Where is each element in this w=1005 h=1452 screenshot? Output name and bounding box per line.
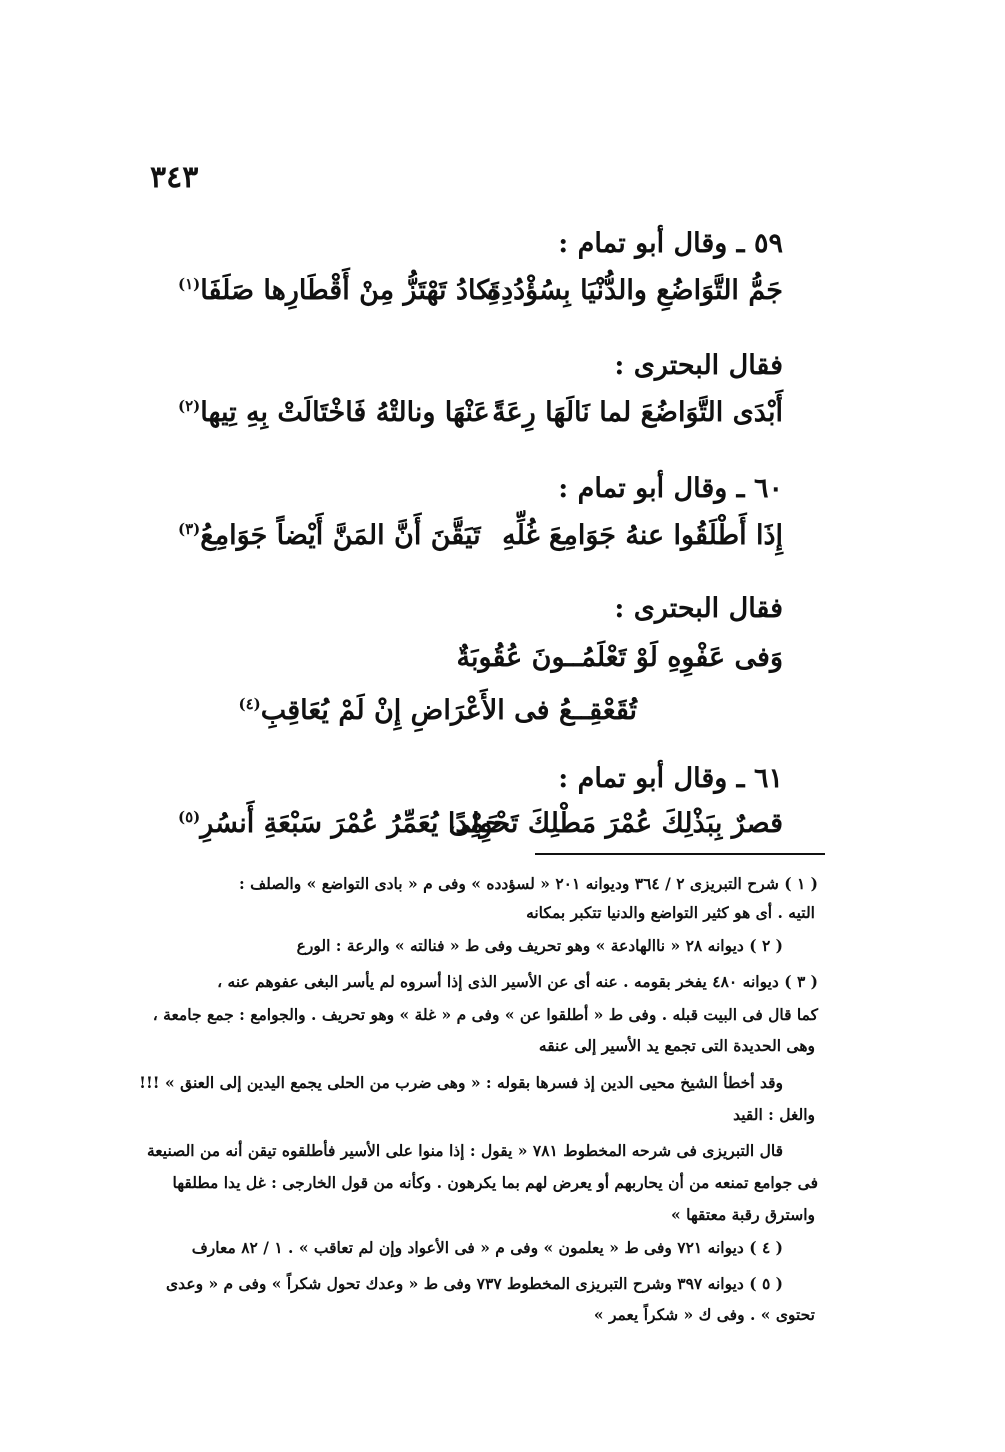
footnote-line: قال التبريزى فى شرحه المخطوط ٧٨١ « يقول : إذا منوا على الأسير فأطلقوه تيقن أنه من الصنيعة: [146, 1141, 783, 1160]
verse-second-hemistich: [178, 520, 481, 551]
verse-first-hemistich: إِذَا أَطْلَقُوا عنهُ جَوَامِعَ غُلِّهِ: [502, 520, 783, 551]
footnote-line: ( ١ ) شرح التبريزى ٢ / ٣٦٤ وديوانه ٢٠١ « لسؤدده » وفى م « بادى التواضع » والصلف :: [238, 874, 818, 893]
verse-second-hemistich: [178, 808, 502, 839]
verse-first-hemistich: قصرٌ بِبَذْلِكَ عُمْرَ مَطْلِكَ تَحْوِلِى: [448, 808, 783, 839]
verse-text: عَنْهَا ونالتْهُ فَاخْتَالَتْ بِهِ تِيها: [200, 397, 490, 428]
footnote-line: ( ٤ ) ديوانه ٧٢١ وفى ط « يعلمون » وفى م « فى الأعواد وإن لم تعاقب » . ١ / ٨٢ معارف: [191, 1238, 783, 1257]
footnote-line: كما قال فى البيت قبله . وفى ط « أطلقوا عن » وفى م « غلة » وهو تحريف . والجوامع : جمع جامعة ،: [152, 1005, 818, 1024]
footnote-line: تحتوى » . وفى ك « شكراً يعمر »: [593, 1305, 815, 1324]
entry-heading: ٦٠ ـ وقال أبو تمام :: [558, 473, 783, 504]
footnote-line: ( ٣ ) ديوانه ٤٨٠ يفخر بقومه . عنه أى عن الأسير الذى إذا أسروه لم يأسر البغى عفوهم عنه ،: [217, 972, 818, 991]
footnote-line: واسترق رقبة معتقها »: [671, 1205, 815, 1224]
page-number: ٣٤٣: [150, 160, 199, 195]
footnote-line: التيه . أى هو كثير التواضع والدنيا تتكبر بمكانه: [526, 903, 815, 922]
footnote-line: وهى الحديدة التى تجمع يد الأسير إلى عنقه: [538, 1036, 815, 1055]
verse-text: حَمْدًا يُعَمِّرُ عُمْرَ سَبْعَةِ أَنسُرِ: [200, 808, 502, 839]
verse-text: تَيَقَّنَ أَنَّ المَنَّ أَيْضاً جَوَامِعُ: [200, 520, 481, 551]
verse-first-hemistich: جَمُّ التَّوَاضُعِ والدُّنْيَا بِسُؤْدُدِهِ: [486, 275, 783, 306]
footnote-line: والغل : القيد: [733, 1105, 815, 1124]
entry-heading: ٦١ ـ وقال أبو تمام :: [558, 763, 783, 794]
verse-second-hemistich: [178, 275, 499, 306]
footnote-separator: [535, 853, 825, 855]
verse-line: وَفى عَفْوِهِ لَوْ تَعْلَمُــونَ عُقُوبَةٌ: [456, 642, 783, 673]
verse-second-hemistich: [178, 397, 490, 428]
verse-first-hemistich: أَبْدَى التَّوَاضُعَ لما نَالَهَا رِعَةً: [492, 397, 783, 428]
entry-heading: ٥٩ ـ وقال أبو تمام :: [558, 228, 783, 259]
verse-text: تَكادُ تَهْتَزُّ مِنْ أَقْطَارِها صَلَفَا: [200, 275, 499, 306]
footnote-mark: (١): [178, 275, 201, 293]
footnote-line: فى جوامع تمنعه من أن يحاربهم أو يعرض لهم بما يكرهون . وكأنه من قول الخارجى : غل يدا مطلقها: [172, 1173, 818, 1192]
verse-line: [238, 695, 637, 726]
footnote-line: وقد أخطأ الشيخ محيى الدين إذ فسرها بقوله : « وهى ضرب من الحلى يجمع اليدين إلى العنق » !!!: [139, 1073, 783, 1092]
footnote-mark: (٤): [238, 695, 261, 713]
entry-heading: فقال البحترى :: [614, 350, 783, 381]
footnote-mark: (٢): [178, 397, 201, 415]
entry-heading: فقال البحترى :: [614, 593, 783, 624]
verse-text: تُقَعْقِــعُ فى الأَعْرَاضِ إِنْ لَمْ يُعَاقِبِ: [260, 695, 637, 726]
footnote-line: ( ٥ ) ديوانه ٣٩٧ وشرح التبريزى المخطوط ٧٣٧ وفى ط « وعدك تحول شكراً » وفى م « وعدى: [166, 1274, 783, 1293]
footnote-line: ( ٢ ) ديوانه ٢٨ « ناالهادعة » وهو تحريف وفى ط « فنالته » والرعة : الورع: [296, 936, 783, 955]
footnote-mark: (٣): [178, 520, 201, 538]
footnote-mark: (٥): [178, 808, 201, 826]
